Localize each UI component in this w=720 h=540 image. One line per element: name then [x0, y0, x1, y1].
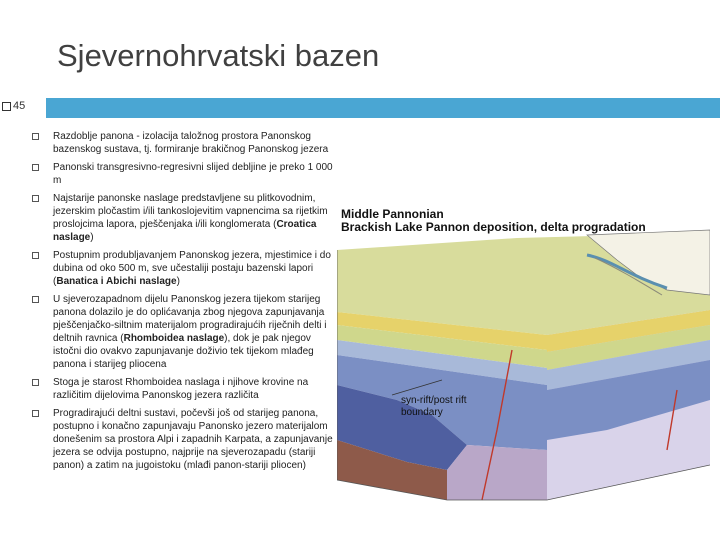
bullet-item — [30, 407, 340, 472]
bullet-segment: Stoga je starost Rhomboidea naslaga i njihove krovine na različitim dijelovima Panonskog jezera različita — [53, 377, 309, 401]
bullet-emphasis: Banatica i Abichi naslage — [56, 276, 177, 287]
bullet-segment: Najstarije panonske naslage predstavljene su plitkovodnim, jezerskim pločastim i/ili tankoslojevitim vapnencima sa rijetkim proslojcima lapora, pješčenjaka i/ili konglomerata ( — [53, 193, 328, 230]
bullet-text — [53, 408, 333, 471]
bullet-text — [53, 250, 331, 287]
header-band — [0, 98, 720, 118]
bullet-text — [53, 162, 333, 186]
accent-bar — [46, 98, 720, 118]
bullet-item — [30, 130, 340, 156]
bullet-segment: ), dok je pak njegov istočni dio ovakvo zapunjavanje doživio tek tijekom mlađeg panona i starijeg pliocena — [53, 333, 314, 370]
figure-subtitle: Brackish Lake Pannon deposition, delta progradation — [341, 220, 646, 234]
boundary-label-line2: boundary — [401, 407, 443, 418]
bullet-text — [53, 294, 326, 370]
bullet-text — [53, 131, 328, 155]
bullet-segment: ) — [90, 232, 94, 243]
bullet-item — [30, 249, 340, 288]
bullet-text — [53, 377, 308, 401]
bullet-list — [30, 130, 340, 477]
bullet-marker-icon — [32, 296, 39, 303]
checkbox-icon — [2, 102, 11, 111]
bullet-segment: ) — [176, 276, 180, 287]
bullet-emphasis: Rhomboidea naslage — [123, 333, 225, 344]
bullet-item — [30, 192, 340, 244]
bullet-segment: Progradirajući deltni sustavi, počevši još od starijeg panona, postupno i konačno zapunjavaju Panonsko jezero materijalom donešenim sa prostora Alpi i zapadnih Karpata, a zapunjavanje jezera se odvija postupno, najprije na sjeverozapadu (stariji panon) a zatim na jugoistoku (mlađi panon-stariji pliocen) — [53, 408, 333, 471]
boundary-label-line1: syn-rift/post rift — [401, 395, 467, 406]
bullet-marker-icon — [32, 252, 39, 259]
bullet-segment: Razdoblje panona - izolacija taložnog prostora Panonskog bazenskog sustava, tj. formiranje brakičnog Panonskog jezera — [53, 131, 329, 155]
bullet-item — [30, 376, 340, 402]
bullet-segment: Postupnim produbljavanjem Panonskog jezera, mjestimice i do dubina od oko 500 m, sve učestaliji postaju bazenski lapori ( — [53, 250, 331, 287]
slide-number — [2, 100, 25, 112]
bullet-marker-icon — [32, 379, 39, 386]
bullet-item — [30, 161, 340, 187]
bullet-emphasis: Croatica naslage — [53, 219, 317, 243]
block-diagram — [337, 200, 710, 530]
bullet-marker-icon — [32, 410, 39, 417]
geology-figure — [337, 200, 710, 530]
bullet-text — [53, 193, 328, 243]
bullet-item — [30, 293, 340, 371]
figure-title: Middle Pannonian — [341, 207, 444, 221]
bullet-segment: Panonski transgresivno-regresivni slijed debljine je preko 1 000 m — [53, 162, 333, 186]
slide-title: Sjevernohrvatski bazen — [57, 38, 380, 73]
bullet-segment: U sjeverozapadnom dijelu Panonskog jezera tijekom starijeg panona dolazilo je do oplićavanja zbog njegova zapunjavanja pješčenjačko-siltnim materijalom progradirajućih riječnih delti i deltnih ravnica ( — [53, 294, 327, 344]
bullet-marker-icon — [32, 133, 39, 140]
layer-basement — [447, 445, 547, 500]
bullet-marker-icon — [32, 195, 39, 202]
slide-number-area — [0, 98, 44, 118]
boundary-label — [401, 395, 467, 419]
bullet-marker-icon — [32, 164, 39, 171]
slide-number-value: 45 — [13, 100, 26, 112]
